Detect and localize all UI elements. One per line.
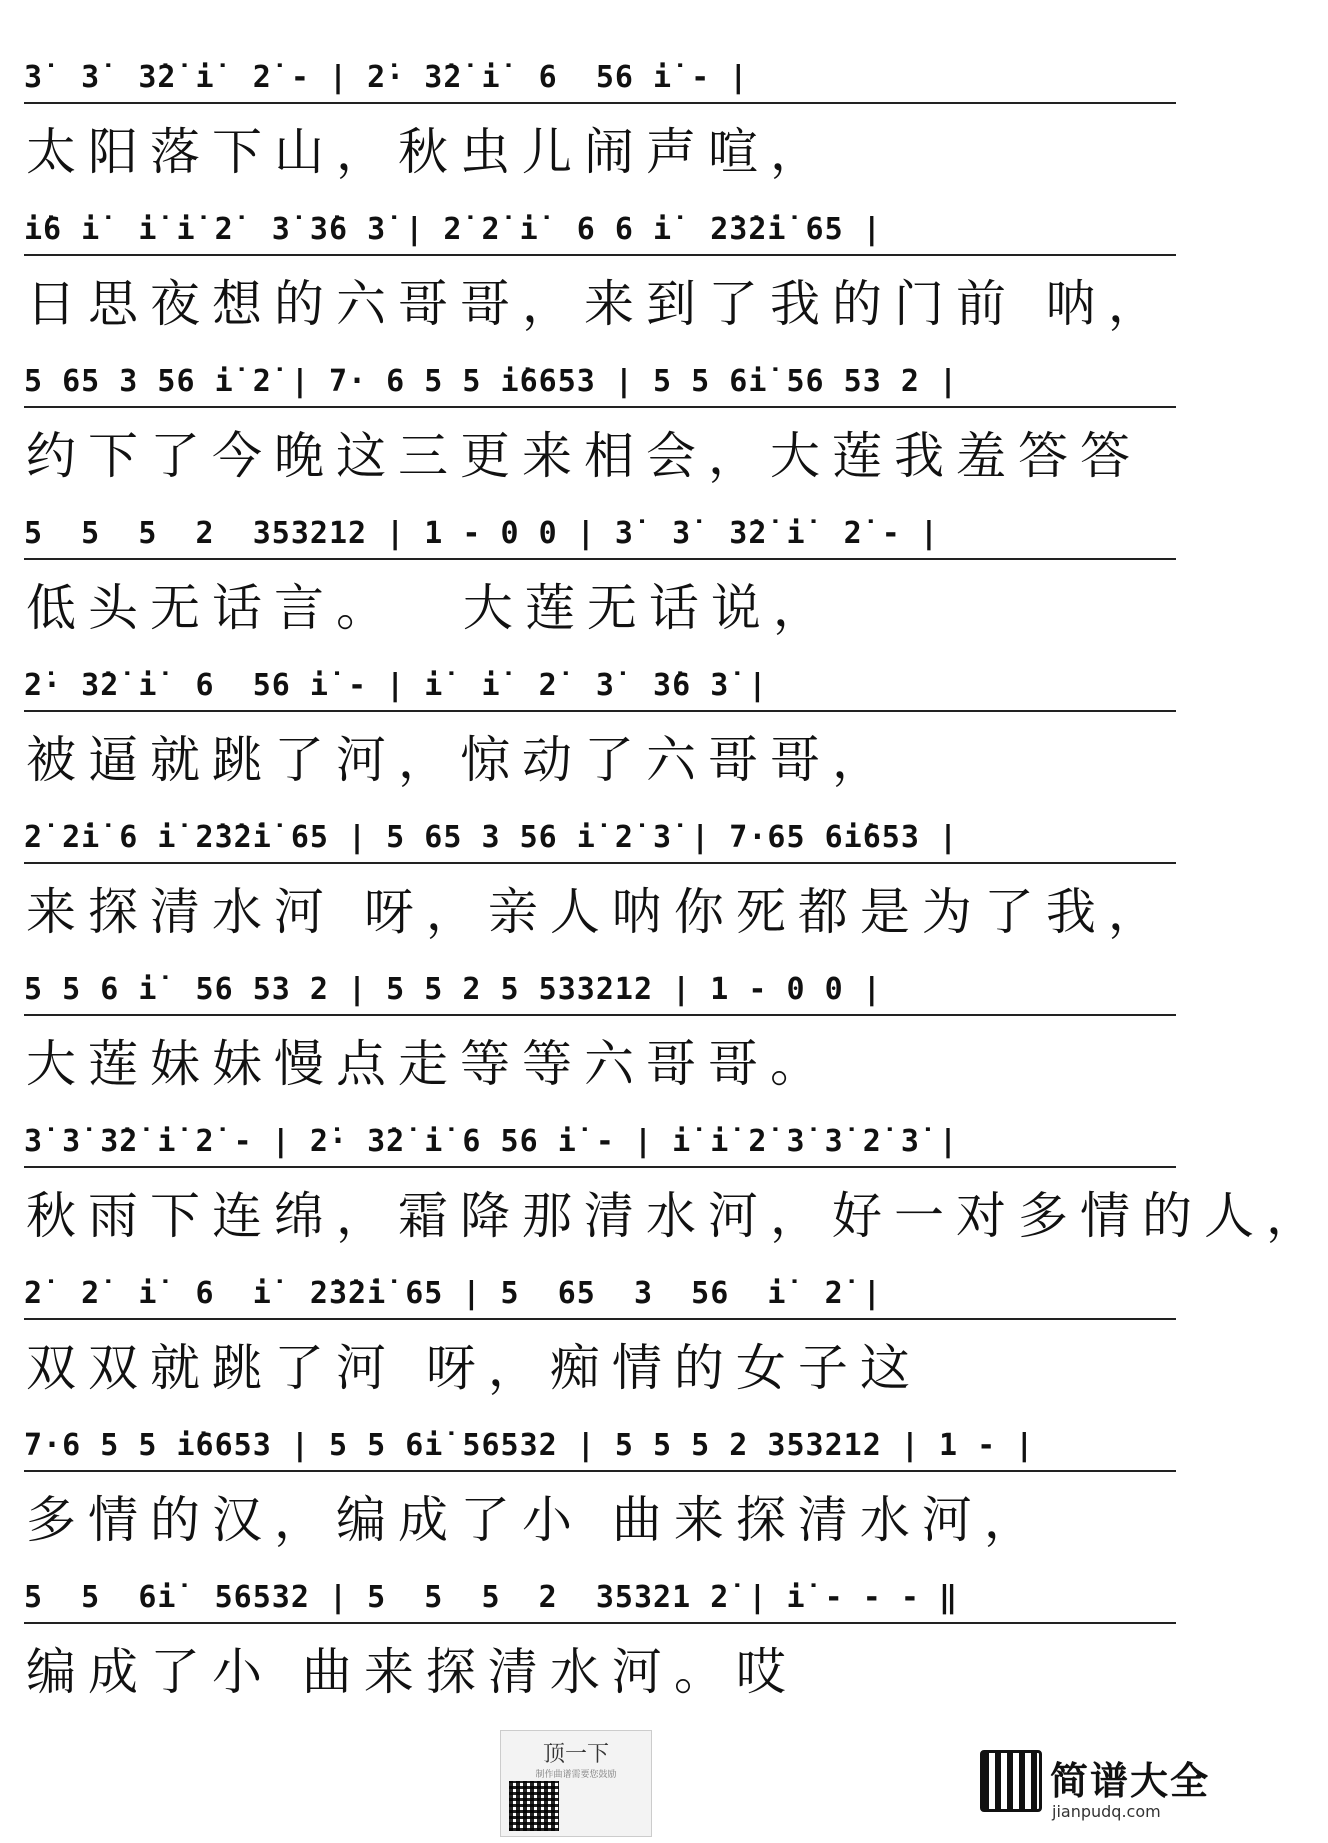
site-logo[interactable] <box>980 1750 1211 1835</box>
notation-line: 5 65 3 56 i̇ 2̇ | 7· 6 5 5 i̇6653 | 5 5 6i̇ 56 53 2 | <box>24 364 959 399</box>
beam-underline <box>24 554 1176 560</box>
lyrics-line: 低头无话言。 大莲无话说， <box>26 579 835 637</box>
notation-line: 3̇ 3̇ 3̇2̇ i̇ 2̇ - | 2̇· 3̇2̇ i̇ 6 56 i̇ - | <box>24 60 749 95</box>
score-system <box>0 800 1200 950</box>
beam-underline <box>24 706 1176 712</box>
badge-subtitle: 制作曲谱需要您鼓励 <box>535 1770 617 1780</box>
lyrics-line: 秋雨下连绵，霜降那清水河，好一对多情的人， <box>26 1187 1328 1245</box>
score-system <box>0 1256 1200 1406</box>
score-system <box>0 344 1200 494</box>
notation-line: 5 5 6 i̇ 56 53 2 | 5 5 2 5 533212 | 1 - 0 0 | <box>24 972 882 1007</box>
score-system <box>0 952 1200 1102</box>
beam-underline <box>24 250 1176 256</box>
lyrics-line: 约下了今晚这三更来相会，大莲我羞答答 <box>26 427 1142 485</box>
lyrics-line: 编成了小 曲来探清水河。哎 <box>26 1643 798 1701</box>
badge-title: 顶一下 <box>542 1742 609 1767</box>
notation-line: 2̇ 2̇ i̇ 6 i̇ 2̇3̇2̇i̇ 65 | 5 65 3 56 i̇ 2̇ | <box>24 1276 882 1311</box>
logo-url: jianpudq.com <box>1052 1802 1161 1821</box>
notation-line: i̇6 i̇ i̇ i̇ 2̇ 3̇ 3̇6 3̇ | 2̇ 2̇ i̇ 6 6 i̇ 2̇3̇2̇i̇ 65 | <box>24 212 882 247</box>
score-system <box>0 1104 1328 1254</box>
notation-line: 5 5 6i̇ 56532 | 5 5 5 2 35321 2̇ | i̇ - - - ‖ <box>24 1580 959 1615</box>
notation-line: 7·6 5 5 i̇6653 | 5 5 6i̇ 56532 | 5 5 5 2 353212 | 1 - | <box>24 1428 1035 1463</box>
score-system <box>0 1560 1200 1710</box>
lyrics-line: 双双就跳了河 呀，痴情的女子这 <box>26 1339 922 1397</box>
score-system <box>0 496 1200 646</box>
lyrics-line: 日思夜想的六哥哥，来到了我的门前 呐， <box>26 275 1170 333</box>
qr-code-icon <box>509 1781 559 1831</box>
notation-line: 2̇ 2̇i̇ 6 i̇ 2̇3̇2̇i̇ 65 | 5 65 3 56 i̇ 2̇ 3̇ | 7·65 6i̇653 | <box>24 820 959 855</box>
beam-underline <box>24 1162 1176 1168</box>
lyrics-line: 被逼就跳了河，惊动了六哥哥， <box>26 731 894 789</box>
lyrics-line: 太阳落下山，秋虫儿闹声喧， <box>26 123 832 181</box>
beam-underline <box>24 1466 1176 1472</box>
beam-underline <box>24 858 1176 864</box>
notation-line: 2̇· 3̇2̇ i̇ 6 56 i̇ - | i̇ i̇ 2̇ 3̇ 3̇6 3̇ | <box>24 668 768 703</box>
score-system <box>0 648 1200 798</box>
piano-keys-icon <box>980 1750 1042 1812</box>
beam-underline <box>24 98 1176 104</box>
notation-line: 5 5 5 2 353212 | 1 - 0 0 | 3̇ 3̇ 3̇2̇ i̇ 2̇ - | <box>24 516 939 551</box>
beam-underline <box>24 402 1176 408</box>
lyrics-line: 来探清水河 呀，亲人呐你死都是为了我， <box>26 883 1170 941</box>
score-system <box>0 1408 1200 1558</box>
beam-underline <box>24 1010 1176 1016</box>
beam-underline <box>24 1314 1176 1320</box>
lyrics-line: 大莲妹妹慢点走等等六哥哥。 <box>26 1035 832 1093</box>
beam-underline <box>24 1618 1176 1624</box>
logo-title: 简谱大全 <box>1050 1759 1211 1803</box>
score-system <box>0 40 1200 190</box>
notation-line: 3̇ 3̇ 3̇2̇ i̇ 2̇ - | 2̇· 3̇2̇ i̇ 6 56 i̇ - | i̇ i̇ 2̇ 3̇ 3̇ 2̇ 3̇ | <box>24 1124 959 1159</box>
lyrics-line: 多情的汉，编成了小 曲来探清水河， <box>26 1491 1046 1549</box>
footer <box>0 1730 1211 1843</box>
score-system <box>0 192 1200 342</box>
thumbs-up-badge[interactable] <box>500 1730 652 1837</box>
